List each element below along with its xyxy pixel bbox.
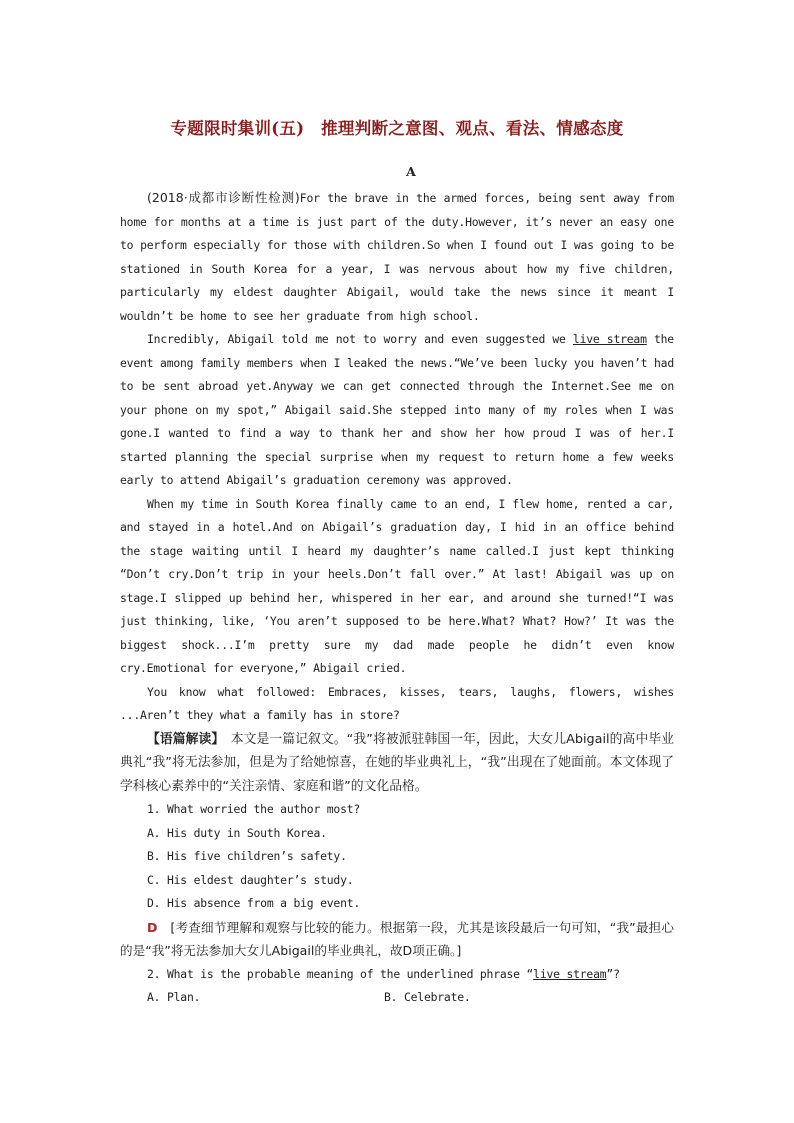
question-1-option-c: C. His eldest daughter’s study. [147,872,354,887]
question-2-stem-before: 2. What is the probable meaning of the underlined phrase “ [147,966,534,981]
question-2-stem [120,963,674,987]
paragraph-1 [120,186,674,328]
question-1-option-b: B. His five children’s safety. [147,849,347,863]
question-1-stem: 1. What worried the author most? [147,802,361,816]
question-1-answer: D [147,919,158,935]
question-2-option-b: B. Celebrate. [384,990,471,1004]
analysis-text: 本文是一篇记叙文。“我”将被派驻韩国一年，因此，大女儿Abigail的高中毕业典礼“我”将无法参加，但是为了给她惊喜，在她的毕业典礼上，“我”出现在了她面前。本文体现了学科核心素养中的“关注亲情、家庭和谐”的文化品格。 [120,731,674,794]
document-body [120,186,674,1010]
question-2-option-a: A. Plan. [147,990,201,1004]
question-1-option-d: D. His absence from a big event. [147,896,361,910]
paragraph-4: You know what followed: Embraces, kisses, tears, laughs, flowers, wishes ...Aren’t they what a family has in store? [120,684,674,722]
question-1-option-a: A. His duty in South Korea. [147,825,327,840]
question-2-options [120,986,674,1010]
document-title: 专题限时集训(五) 推理判断之意图、观点、看法、情感态度 [170,119,624,138]
source-note: (2018·成都市诊断性检测) [147,190,300,205]
underlined-phrase: live stream [572,332,647,346]
paragraph-2 [120,328,674,493]
paragraph-2-before: Incredibly, Abigail told me not to worry and even suggested we [147,332,573,346]
text-analysis [120,728,674,799]
section-letter: A [406,164,416,179]
question-1-explanation [120,916,674,963]
paragraph-1-text: For the brave in the armed forces, being sent away from home for months at a time is just part of the duty.However, it’s never an easy one to perform especially for those with children.So when I found out I was going to be stationed in South Korea for a year, I was nervous about how my five children, particularly my eldest daughter Abigail, would take the news since it meant I wouldn’t be home to see her graduate from high school. [120,191,674,323]
paragraph-2-after: the event among family members when I leaked the news.“We’ve been lucky you haven’t had to be sent abroad yet.Anyway we can get connected through the Internet.See me on your phone on my spot,” Abigail said.She stepped into many of my roles when I was gone.I wanted to find a way to thank her and show her how proud I was of her.I started planning the special surprise when my request to return home a few weeks early to attend Abigail’s graduation ceremony was approved. [120,332,674,487]
analysis-tag: 【语篇解读】 [147,731,218,747]
question-2-stem-after: ”? [606,966,620,981]
question-1-explanation-text: [考查细节理解和观察与比较的能力。根据第一段，尤其是该段最后一句可知，“我”最担心的是“我”将无法参加大女儿Abigail的毕业典礼，故D项正确。] [120,919,675,958]
question-2-underlined: live stream [533,966,607,981]
paragraph-3: When my time in South Korea finally came to an end, I flew home, rented a car, and stayed in a hotel.And on Abigail’s graduation day, I hid in an office behind the stage waiting until I heard my daughter’s name called.I just kept thinking “Don’t cry.Don’t trip in your heels.Don’t fall over.” At last! Abigail was up on stage.I slipped up behind her, whispered in her ear, and around she turned!“I was just thinking, like, ‘You aren’t supposed to be here.What? What? How?’ It was the biggest shock...I’m pretty sure my dad made people he didn’t even know cry.Emotional for everyone,” Abigail cried. [120,496,674,675]
